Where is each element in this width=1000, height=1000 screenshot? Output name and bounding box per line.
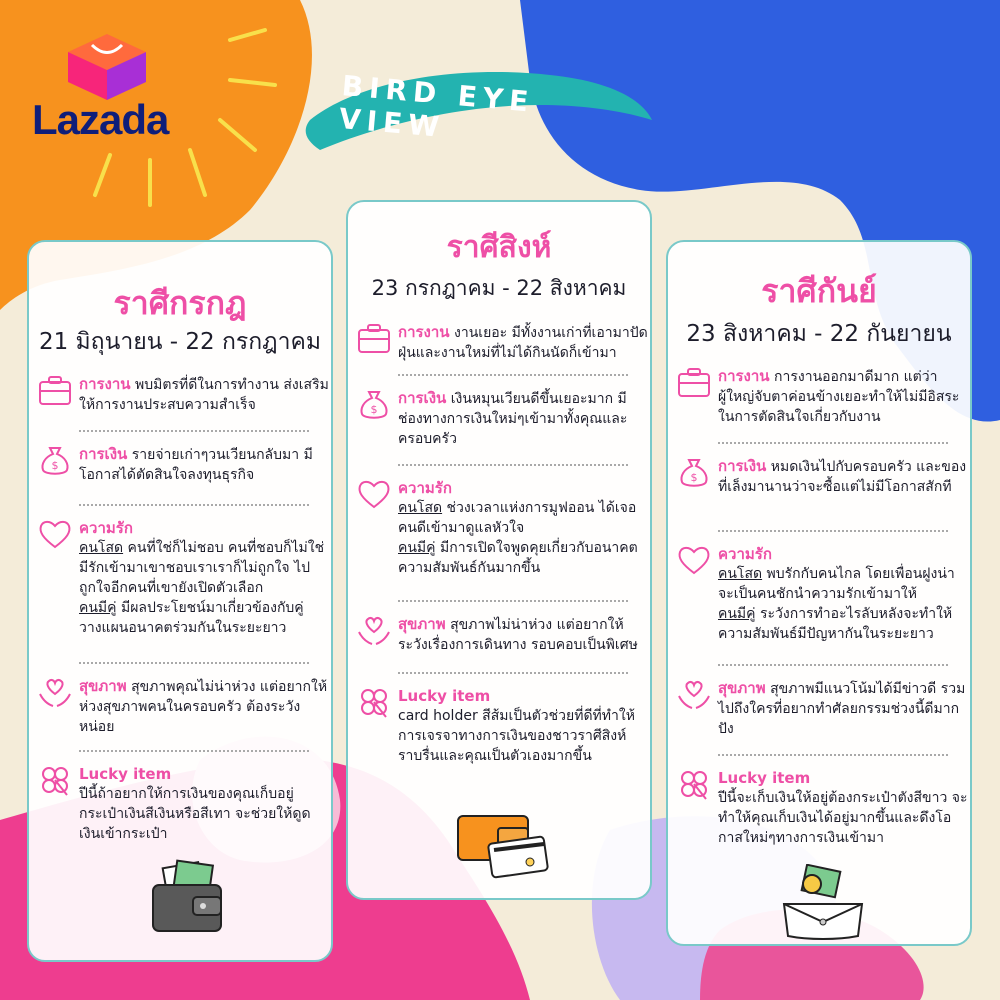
money-section [356,386,646,456]
card-title: ราศีกรกฎ [113,284,247,322]
briefcase-icon [37,372,73,408]
love-label: ความรัก [398,479,452,497]
health-section [37,674,327,744]
health-text: สุขภาพไม่น่าห่วง แต่อยากให้ระวังเรื่องการเดินทาง รอบคอบเป็นพิเศษ [398,617,638,653]
heart-icon [37,516,73,552]
single-text: พบรักกับคนไกล โดยเพื่อนฝูงน่าจะเป็นคนชักนำความรักเข้ามาให้ [718,566,955,602]
lucky-label: Lucky item [718,769,811,787]
money-label: การเงิน [718,457,767,475]
health-label: สุขภาพ [718,679,766,697]
health-hands-icon [37,674,73,710]
divider [398,374,628,376]
banner [300,60,660,150]
couple-label: คนมีคู่ [718,606,756,622]
money-text: รายจ่ายเก่าๆวนเวียนกลับมา มีโอกาสได้ตัดสินใจลงทุนธุรกิจ [79,447,313,483]
lucky-section [356,684,646,784]
work-text: งานเยอะ มีทั้งงานเก่าที่เอามาปัดฝุ่นและงานใหม่ที่ไม่ได้กินนัดก็เข้ามา [398,325,648,361]
health-label: สุขภาพ [79,677,127,695]
clover-icon [676,766,712,802]
health-hands-icon [676,676,712,712]
couple-label: คนมีคู่ [79,600,117,616]
card-title: ราศีสิงห์ [446,230,552,265]
card-dates: 23 กรกฎาคม - 22 สิงหาคม [371,276,627,300]
clover-icon [356,684,392,720]
work-section [37,372,327,422]
money-section [37,442,327,492]
divider [718,442,948,444]
card-title: ราศีกันย์ [761,272,877,310]
zodiac-card-cancer [27,240,333,962]
health-hands-icon [356,612,392,648]
money-bag-icon [356,386,392,422]
divider [79,750,309,752]
single-label: คนโสด [718,566,763,582]
couple-label: คนมีคู่ [398,540,436,556]
divider [398,464,628,466]
money-text: หมดเงินไปกับครอบครัว และของที่เล็งมานานว่าจะซื้อแต่ไม่มีโอกาสสักที [718,459,967,495]
work-label: การงาน [398,323,450,341]
heart-icon [676,542,712,578]
money-section [676,454,966,524]
svg-text:$: $ [51,459,59,472]
card-dates: 23 สิงหาคม - 22 กันยายน [686,321,952,347]
work-section [356,320,646,370]
health-text: สุขภาพมีแนวโน้มได้มีข่าวดี รวมไปถึงใครที่อยากทำศัลยกรรมช่วงนี้ดีมากปัง [718,681,966,737]
love-label: ความรัก [79,519,133,537]
lucky-section [37,762,327,842]
lucky-label: Lucky item [398,687,491,705]
lucky-label: Lucky item [79,765,172,783]
work-text: การงานออกมาดีมาก แต่ว่าผู้ใหญ่จับตาค่อนข้างเยอะทำให้ไม่มีอิสระในการตัดสินใจเกี่ยวกับงาน [718,369,960,425]
lazada-logo [32,30,182,143]
card-dates: 21 มิถุนายน - 22 กรกฎาคม [38,329,322,355]
lazada-wordmark: Lazada [32,96,169,143]
health-section [356,612,646,672]
love-label: ความรัก [718,545,772,563]
lucky-section [676,766,966,866]
card-holder-icon [452,802,552,882]
briefcase-icon [676,364,712,400]
single-text: ช่วงเวลาแห่งการมูฟออน ได้เจอคนดีเข้ามาดูแลหัวใจ [398,500,637,536]
zodiac-card-virgo [666,240,972,946]
couple-text: ระวังการทำอะไรลับหลังจะทำให้ความสัมพันธ์มีปัญหากันในระยะยาว [718,606,953,642]
love-section [356,476,646,596]
work-label: การงาน [79,375,131,393]
couple-text: มีผลประโยชน์มาเกี่ยวข้องกับคู่ วางแผนอนาคตร่วมกันในระยะยาว [79,600,304,636]
white-pouch-with-money-icon [778,864,868,944]
money-bag-icon [676,454,712,490]
work-text: พบมิตรที่ดีในการทำงาน ส่งเสริมให้การงานประสบความสำเร็จ [79,377,329,413]
divider [398,600,628,602]
single-label: คนโสด [398,500,443,516]
divider [718,664,948,666]
briefcase-icon [356,320,392,356]
single-label: คนโสด [79,540,124,556]
work-label: การงาน [718,367,770,385]
banner-title: BIRD EYE VIEW [337,69,536,145]
divider [718,530,948,532]
divider [718,754,948,756]
lucky-text: card holder สีส้มเป็นตัวช่วยที่ดีที่ทำให้การเจรจาทางการเงินของชาวราศีสิงห์ราบรื่นและคุณเป็นตัวเองมากขึ้น [398,708,635,764]
couple-text: มีการเปิดใจพูดคุยเกี่ยวกับอนาคต ความสัมพันธ์กันมากขึ้น [398,540,638,576]
zodiac-card-leo [346,200,652,900]
svg-text:$: $ [370,403,378,416]
money-text: เงินหมุนเวียนดีขึ้นเยอะมาก มีช่องทางการเงินใหม่ๆเข้ามาทั้งคุณและครอบครัว [398,391,628,447]
money-label: การเงิน [79,445,128,463]
lazada-box-icon [62,30,152,102]
health-text: สุขภาพคุณไม่น่าห่วง แต่อยากให้ห่วงสุขภาพคนในครอบครัว ต้องระวังหน่อย [79,679,328,735]
divider [79,504,309,506]
love-section [676,542,966,662]
single-text: คนที่ใช่ก็ไม่ชอบ คนที่ชอบก็ไม่ใช่ มีรักเข้ามาเขาชอบเราเราก็ไม่ถูกใจ ไปถูกใจอีกคนที่เขายังเปิดตัวเลือก [79,540,325,596]
divider [398,672,628,674]
heart-icon [356,476,392,512]
divider [79,662,309,664]
money-bag-icon [37,442,73,478]
svg-text:$: $ [690,471,698,484]
love-section [37,516,327,656]
lucky-text: ปีนี้จะเก็บเงินให้อยู่ต้องกระเป๋าตังสีขาว จะทำให้คุณเก็บเงินได้อยู่มากขึ้นและดึงโอกาสใหม่ๆทางการเงินเข้ามา [718,790,968,846]
clover-icon [37,762,73,798]
work-section [676,364,966,434]
health-section [676,676,966,746]
health-label: สุขภาพ [398,615,446,633]
divider [79,430,309,432]
wallet-with-cash-icon [147,857,227,937]
money-label: การเงิน [398,389,447,407]
lucky-text: ปีนี้ถ้าอยากให้การเงินของคุณเก็บอยู่ กระเป๋าเงินสีเงินหรือสีเทา จะช่วยให้ดูดเงินเข้ากระเป๋า [79,786,311,842]
